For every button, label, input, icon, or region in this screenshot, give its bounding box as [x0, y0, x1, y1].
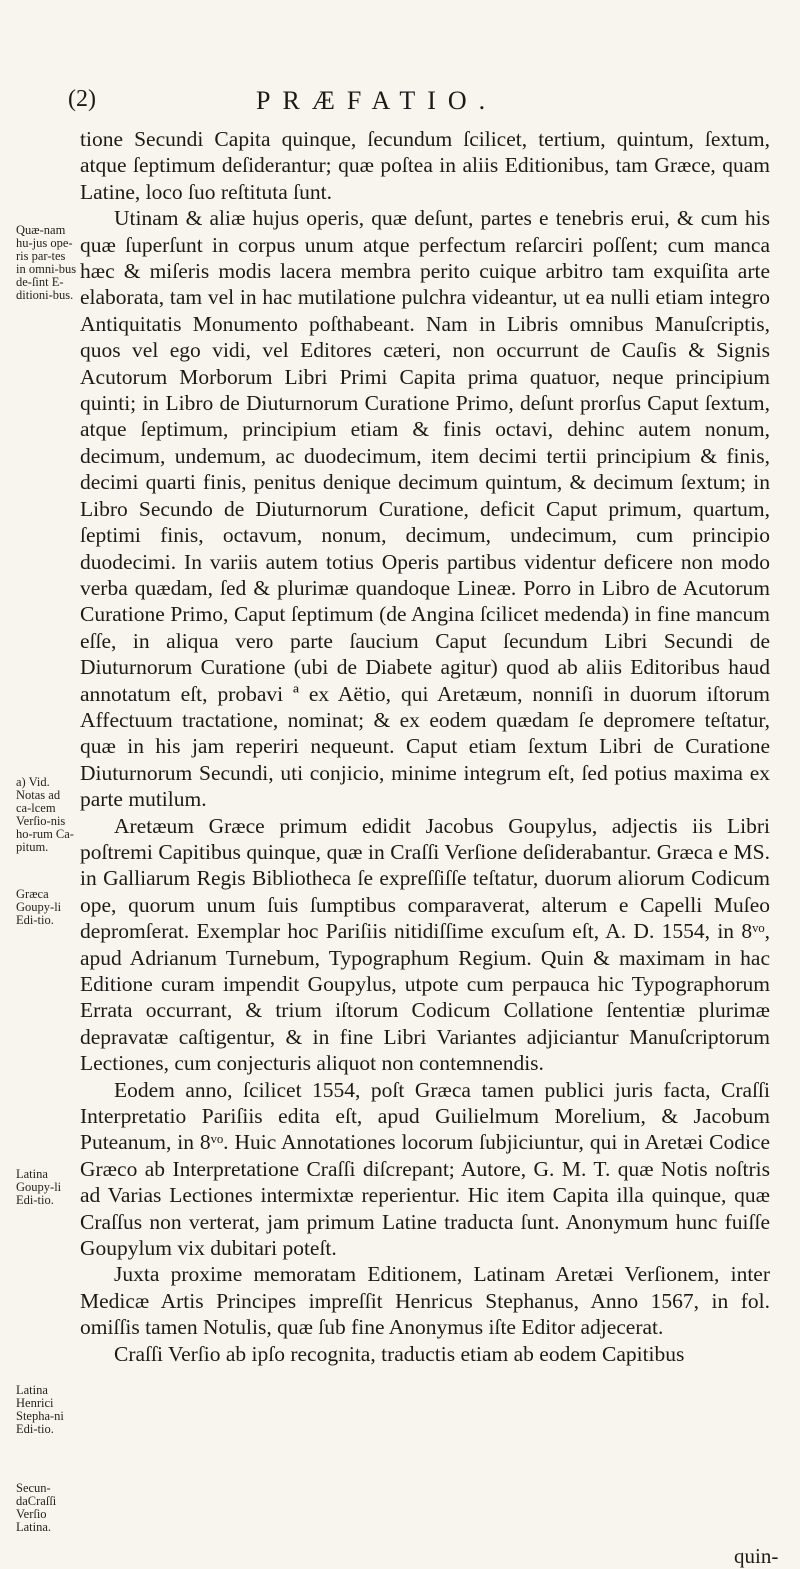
margin-note-graeca-goupyli: Græca Goupy-li Edi-tio.	[16, 887, 62, 927]
margin-note-secunda-crassi: Secun-daCraſſi Verſio Latina.	[16, 1481, 57, 1534]
page-number: (2)	[68, 86, 96, 112]
page-title: PRÆFATIO.	[256, 86, 498, 115]
paragraph-2: Utinam & aliæ hujus operis, quæ deſunt, partes e tenebris erui, & cum his quæ ſuperſunt in corpus unum atque perfectum reſarciri poſſent; cum manca hæc & miſeris modis lacera membra perito cuique arbitro tam exquiſita arte elaborata, tam vel in hac mutilatione pulchra videantur, ut ea nulli etiam integro Antiquitatis Monumento poſthabeant. Nam in Libris omnibus Manuſcriptis, quos vel ego vidi, vel Editores cæteri, non occurrunt de Cauſis & Signis Acutorum Morborum Libri Primi Capita prima quatuor, neque principium quinti; in Libro de Diuturnorum Curatione Primo, deſunt prorſus Caput ſextum, atque ſeptimum, principium etiam & finis octavi, dehinc autem nonum, decimum, undemum, ac duodecimum, item decimi tertii principium & finis, decimi quarti finis, penitus denique decimum quintum, & decimum ſextum; in Libro Secundo de Diuturnorum Curatione, deficit Caput primum, quartum, ſeptimi finis, octavum, nonum, decimum, undecimum, cum principio duodecimi. In variis autem totius Operis partibus videntur deficere non modo verba quædam, ſed & plurimæ quandoque Lineæ. Porro in Libro de Acutorum Curatione Primo, Caput ſeptimum (de Angina ſcilicet medenda) in fine mancum eſſe, in aliqua vero parte ſaucium Caput ſecundum Libri Secundi de Diuturnorum Curatione (ubi de Diabete agitur) quod ab aliis Editoribus haud annotatum eſt, probavi ª ex Aëtio, qui Aretæum, nonniſi in duorum iſtorum Affectuum tractatione, nominat; & ex eodem quædam ſe depromere teſtatur, quæ in his jam reperiri nequeunt. Caput etiam ſextum Libri de Curatione Diuturnorum Secundi, uti conjicio, minime integrum eſt, ſed potius maxima ex parte mutilum.	[80, 206, 770, 812]
paragraph-4: Eodem anno, ſcilicet 1554, poſt Græca tamen publici juris facta, Craſſi Interpretatio Pariſiis edita eſt, apud Guilielmum Morelium, & Jacobum Puteanum, in 8ᵛᵒ. Huic Annotationes locorum ſubjiciuntur, qui in Aretæi Codice Græco ab Interpretatione Craſſi diſcrepant; Autore, G. M. T. quæ Notis noſtris ad Varias Lectiones intermixtæ reperientur. Hic item Capita illa quinque, quæ Craſſus non verterat, jam primum Latine traducta ſunt. Anonymum hunc fuiſſe Goupylum vix dubitari poteſt.	[80, 1077, 770, 1261]
margin-note-latina-stephani: Latina Henrici Stepha-ni Edi-tio.	[16, 1383, 64, 1436]
margin-note-latina-goupyli: Latina Goupy-li Edi-tio.	[16, 1167, 62, 1207]
paragraph-3: Aretæum Græce primum edidit Jacobus Goupylus, adjectis iis Libri poſtremi Capitibus quinque, quæ in Craſſi Verſione deſiderabantur. Græca e MS. in Galliarum Regis Bibliotheca ſe expreſſiſſe teſtatur, duorum aliorum Codicum ope, quorum unum ſuis ſumptibus comparaverat, alterum e Capelli Muſeo depromſerat. Exemplar hoc Pariſiis nitidiſſime excuſum eſt, A. D. 1554, in 8ᵛᵒ, apud Adrianum Turnebum, Typographum Regium. Quin & maximam in hac Editione curam impendit Goupylus, utpote cum perpauca hic Typographorum Errata occurrant, & trium iſtorum Codicum Collatione ſententiæ plurimæ depravatæ caſtigentur, & in fine Libri Variantes adjiciantur Manuſcriptorum Lectiones, cum conjecturis aliquot non contemnendis.	[80, 813, 770, 1076]
catchword: quin-	[734, 1544, 779, 1568]
paragraph-6: Craſſi Verſio ab ipſo recognita, traductis etiam ab eodem Capitibus	[114, 1341, 685, 1366]
margin-note-vid-notas: a) Vid. Notas ad ca-lcem Verſio-nis ho-rum Ca-pitum.	[16, 775, 74, 854]
paragraph-5: Juxta proxime memoratam Editionem, Latinam Aretæi Verſionem, inter Medicæ Artis Principes impreſſit Henricus Stephanus, Anno 1567, in fol. omiſſis tamen Notulis, quæ ſub fine Anonymus iſte Editor adjecerat.	[80, 1262, 770, 1340]
margin-note-editions-missing: Quæ-nam hu-jus ope-ris par-tes in omni-bus de-ſint E-ditioni-bus.	[16, 223, 77, 302]
page-header	[68, 86, 608, 120]
paragraph-1: tione Secundi Capita quinque, ſecundum ſcilicet, tertium, quintum, ſextum, atque ſeptimum deſiderantur; quæ poſtea in aliis Editionibus, tam Græce, quam Latine, loco ſuo reſtituta ſunt.	[80, 127, 770, 204]
main-text	[80, 126, 770, 1367]
